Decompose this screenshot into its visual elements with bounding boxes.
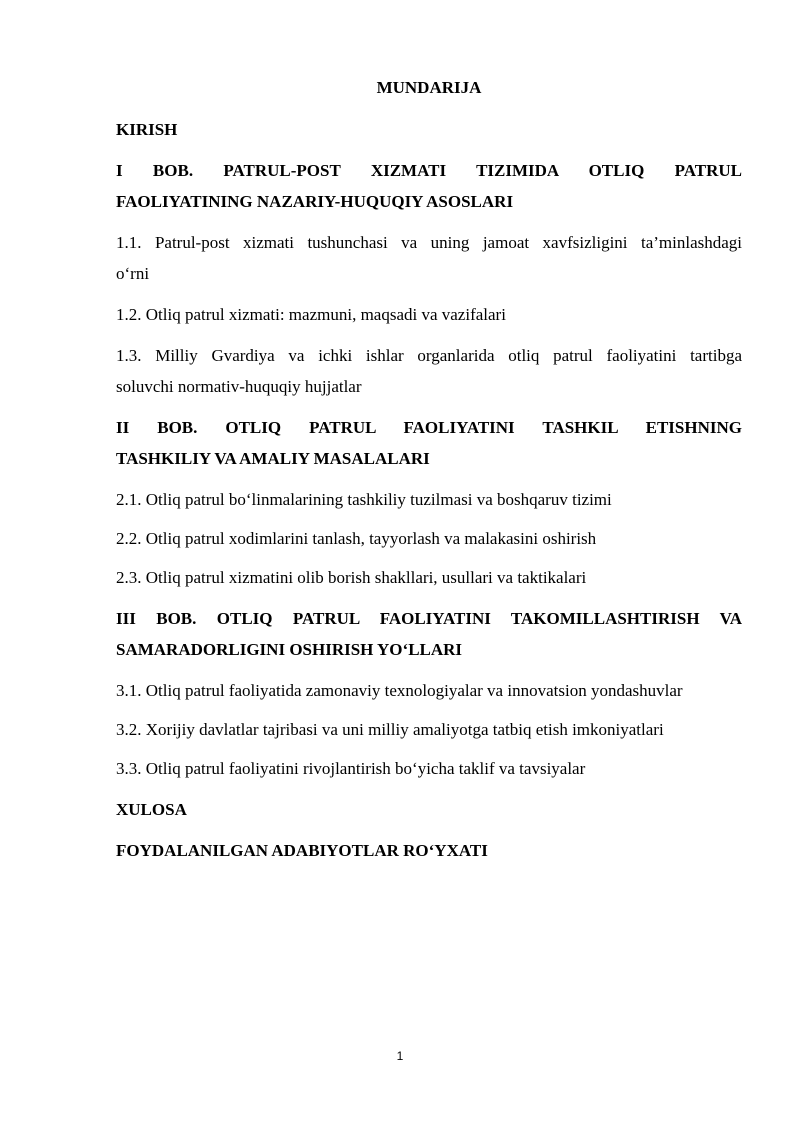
table-of-contents [116, 74, 742, 866]
toc-entry-1-2: 1.2. Otliq patrul xizmati: mazmuni, maqsadi va vazifalari [116, 305, 506, 324]
chapter-1-heading-line-2: FAOLIYATINING NAZARIY-HUQUQIY ASOSLARI [116, 192, 514, 211]
toc-entry-3-3: 3.3. Otliq patrul faoliyatini rivojlantirish bo‘yicha taklif va tavsiyalar [116, 759, 586, 778]
entry-1-3-line-1: 1.3. Milliy Gvardiya va ichki ishlar organlarida otliq patrul faoliyatini tartibga [116, 346, 742, 365]
chapter-1-heading-line-1: I BOB. PATRUL-POST XIZMATI TIZIMIDA OTLIQ PATRUL [116, 161, 742, 180]
toc-entry-3-2: 3.2. Xorijiy davlatlar tajribasi va uni milliy amaliyotga tatbiq etish imkoniyatlari [116, 720, 664, 739]
toc-entry-bibliography: FOYDALANILGAN ADABIYOTLAR RO‘YXATI [116, 841, 488, 860]
page-title: MUNDARIJA [376, 78, 482, 97]
toc-entry-2-2: 2.2. Otliq patrul xodimlarini tanlash, tayyorlash va malakasini oshirish [116, 529, 597, 548]
toc-entry-2-1: 2.1. Otliq patrul bo‘linmalarining tashkiliy tuzilmasi va boshqaruv tizimi [116, 490, 612, 509]
toc-entry-1-3 [116, 340, 742, 402]
entry-1-1-line-1: 1.1. Patrul-post xizmati tushunchasi va uning jamoat xavfsizligini ta’minlashdagi [116, 233, 742, 252]
toc-entry-3-1: 3.1. Otliq patrul faoliyatida zamonaviy texnologiyalar va innovatsion yondashuvlar [116, 681, 683, 700]
page-number: 1 [396, 1049, 404, 1063]
toc-entry-2-3: 2.3. Otliq patrul xizmatini olib borish shakllari, usullari va taktikalari [116, 568, 587, 587]
chapter-3-heading-line-2: SAMARADORLIGINI OSHIRISH YO‘LLARI [116, 640, 463, 659]
chapter-2-heading-line-1: II BOB. OTLIQ PATRUL FAOLIYATINI TASHKIL ETISHNING [116, 418, 742, 437]
toc-chapter-1-heading [116, 155, 742, 217]
toc-chapter-2-heading [116, 412, 742, 474]
entry-1-1-line-2: o‘rni [116, 264, 150, 283]
toc-entry-1-1 [116, 227, 742, 289]
chapter-3-heading-line-1: III BOB. OTLIQ PATRUL FAOLIYATINI TAKOMILLASHTIRISH VA [116, 609, 742, 628]
entry-1-3-line-2: soluvchi normativ-huquqiy hujjatlar [116, 377, 362, 396]
toc-entry-intro: KIRISH [116, 120, 178, 139]
toc-entry-conclusion: XULOSA [116, 800, 187, 819]
chapter-2-heading-line-2: TASHKILIY VA AMALIY MASALALARI [116, 449, 430, 468]
toc-chapter-3-heading [116, 603, 742, 665]
